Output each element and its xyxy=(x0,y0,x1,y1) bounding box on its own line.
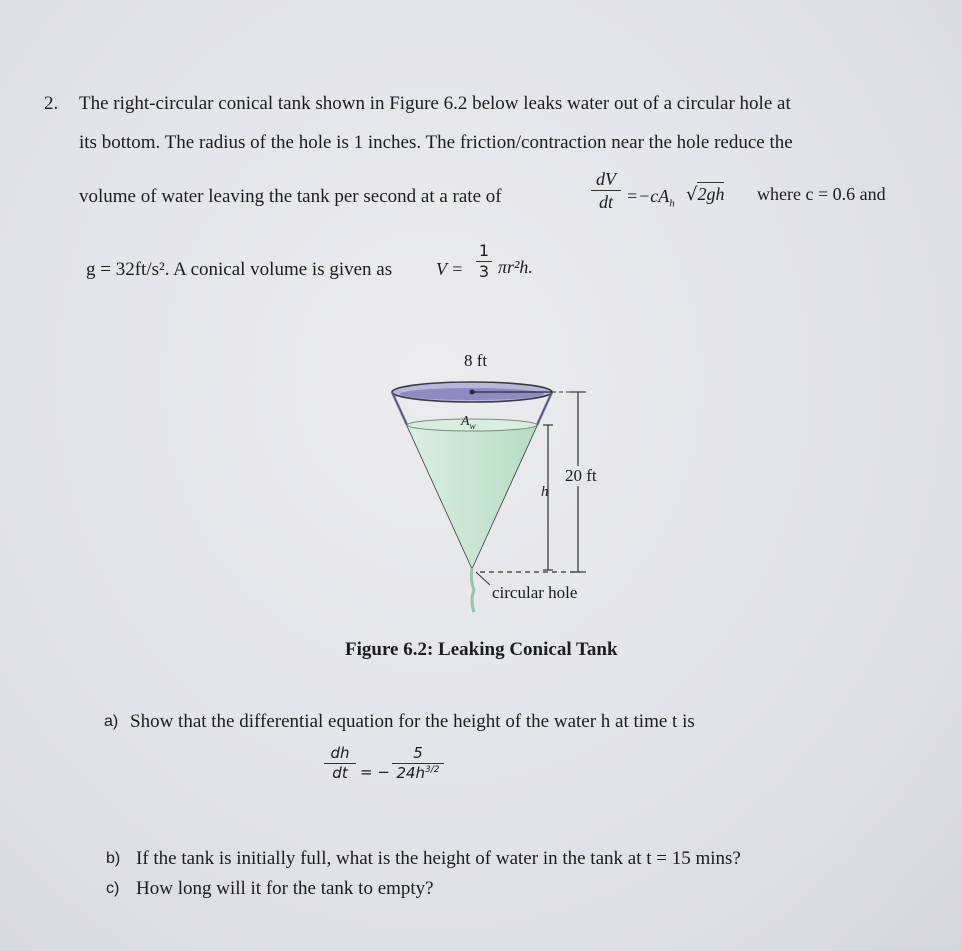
volume-rhs: πr²h. xyxy=(498,257,533,277)
volume-numerator: 1 xyxy=(478,241,490,260)
question-b-label: b) xyxy=(106,850,121,867)
volume-fraction xyxy=(476,243,492,280)
question-c-text: How long will it for the tank to empty? xyxy=(136,878,434,899)
eq-lhs-numerator: dh xyxy=(330,744,350,762)
question-c-label: c) xyxy=(106,880,120,897)
question-a-text: Show that the differential equation for the height of the water h at time t is xyxy=(130,711,695,732)
eq-rhs-fraction xyxy=(392,746,444,781)
eq-rhs-denominator: $24h^{3/2}$ xyxy=(396,764,440,782)
circular-hole-label: circular hole xyxy=(492,583,578,602)
top-diameter-label: 8 ft xyxy=(464,351,488,370)
h-label: h xyxy=(541,484,549,500)
question-a-label: a) xyxy=(104,713,119,730)
rate-denominator: dt xyxy=(598,192,613,212)
eq-lhs-denominator: dt xyxy=(332,764,348,782)
volume-denominator: 3 xyxy=(478,262,490,281)
eq-lhs-fraction xyxy=(324,746,356,781)
rate-fraction xyxy=(591,170,621,211)
volume-lhs: V = xyxy=(436,259,464,279)
hole-leader-line xyxy=(476,572,490,585)
rate-text-prefix: volume of water leaving the tank per second at a rate of xyxy=(79,186,502,207)
height-label: 20 ft xyxy=(565,466,597,485)
area-label: $A_w$ xyxy=(461,414,476,431)
water-volume xyxy=(407,425,537,568)
question-b-text: If the tank is initially full, what is the height of water in the tank at t = 15 mins? xyxy=(136,848,741,869)
rate-rhs: $=-cA_h$ xyxy=(626,186,675,210)
problem-line-2: its bottom. The radius of the hole is 1 inches. The friction/contraction near the hole reduce the xyxy=(79,132,793,153)
sqrt-radicand: 2gh xyxy=(697,184,725,204)
problem-line-4: g = 32ft/s². A conical volume is given as xyxy=(86,259,393,280)
rate-numerator: dV xyxy=(596,169,616,189)
rate-subscript: h xyxy=(669,197,675,210)
eq-rhs-numerator: 5 xyxy=(413,744,423,762)
problem-line-1: The right-circular conical tank shown in Figure 6.2 below leaks water out of a circular hole at xyxy=(79,93,791,114)
rate-text-suffix: where c = 0.6 and xyxy=(757,184,886,204)
problem-line-3 xyxy=(79,186,502,208)
figure-caption: Figure 6.2: Leaking Conical Tank xyxy=(345,639,618,660)
drip-stream xyxy=(471,568,474,612)
center-point xyxy=(470,390,475,395)
eq-equals: = − xyxy=(360,763,390,781)
conical-tank-figure xyxy=(380,340,640,620)
problem-number: 2. xyxy=(44,93,59,114)
sqrt-expression: √2gh xyxy=(686,184,725,205)
